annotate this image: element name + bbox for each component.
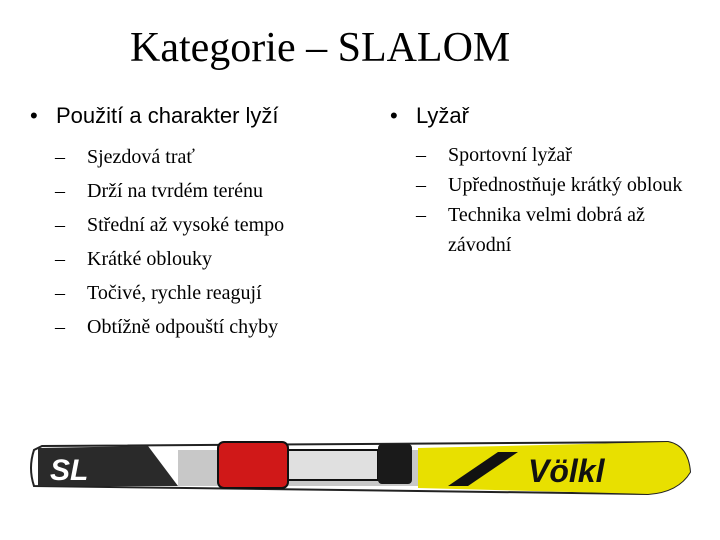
list-item — [55, 174, 370, 208]
list-item-text: Upřednostňuje krátký oblouk — [448, 174, 683, 196]
list-item — [416, 170, 710, 200]
ski-model-text: SL — [50, 454, 89, 487]
bullet-icon: • — [390, 103, 398, 128]
right-column — [390, 100, 710, 260]
ski-graphic — [28, 432, 692, 502]
left-column — [30, 100, 370, 344]
list-item-text: Točivé, rychle reagují — [87, 282, 262, 304]
right-list — [416, 140, 710, 260]
ski-image — [28, 432, 692, 502]
dash-icon: – — [416, 174, 426, 196]
binding-plate — [288, 450, 378, 480]
list-item-text: Sportovní lyžař — [448, 144, 572, 166]
right-heading: Lyžař — [416, 103, 469, 128]
list-item — [416, 200, 710, 260]
list-item-text: Sjezdová trať — [87, 146, 195, 168]
dash-icon: – — [55, 214, 65, 236]
binding-heel — [218, 442, 288, 488]
dash-icon: – — [55, 282, 65, 304]
list-item — [55, 140, 370, 174]
dash-icon: – — [416, 144, 426, 166]
right-heading-row — [390, 100, 710, 132]
left-heading-row — [30, 100, 370, 132]
left-list — [55, 140, 370, 344]
list-item — [55, 276, 370, 310]
list-item — [55, 242, 370, 276]
dash-icon: – — [55, 316, 65, 338]
list-item — [55, 310, 370, 344]
binding-toe — [378, 444, 412, 484]
list-item-text: Technika velmi dobrá až závodní — [448, 204, 645, 256]
list-item-text: Drží na tvrdém terénu — [87, 180, 264, 202]
dash-icon: – — [416, 204, 426, 226]
list-item — [416, 140, 710, 170]
bullet-icon: • — [30, 103, 38, 128]
dash-icon: – — [55, 180, 65, 202]
dash-icon: – — [55, 248, 65, 270]
list-item-text: Střední až vysoké tempo — [87, 214, 285, 236]
left-heading: Použití a charakter lyží — [56, 103, 279, 128]
ski-brand-text: Völkl — [528, 453, 605, 489]
list-item — [55, 208, 370, 242]
list-item-text: Obtížně odpouští chyby — [87, 316, 279, 338]
slide-title: Kategorie – SLALOM — [130, 25, 511, 71]
list-item-text: Krátké oblouky — [87, 248, 212, 270]
dash-icon: – — [55, 146, 65, 168]
